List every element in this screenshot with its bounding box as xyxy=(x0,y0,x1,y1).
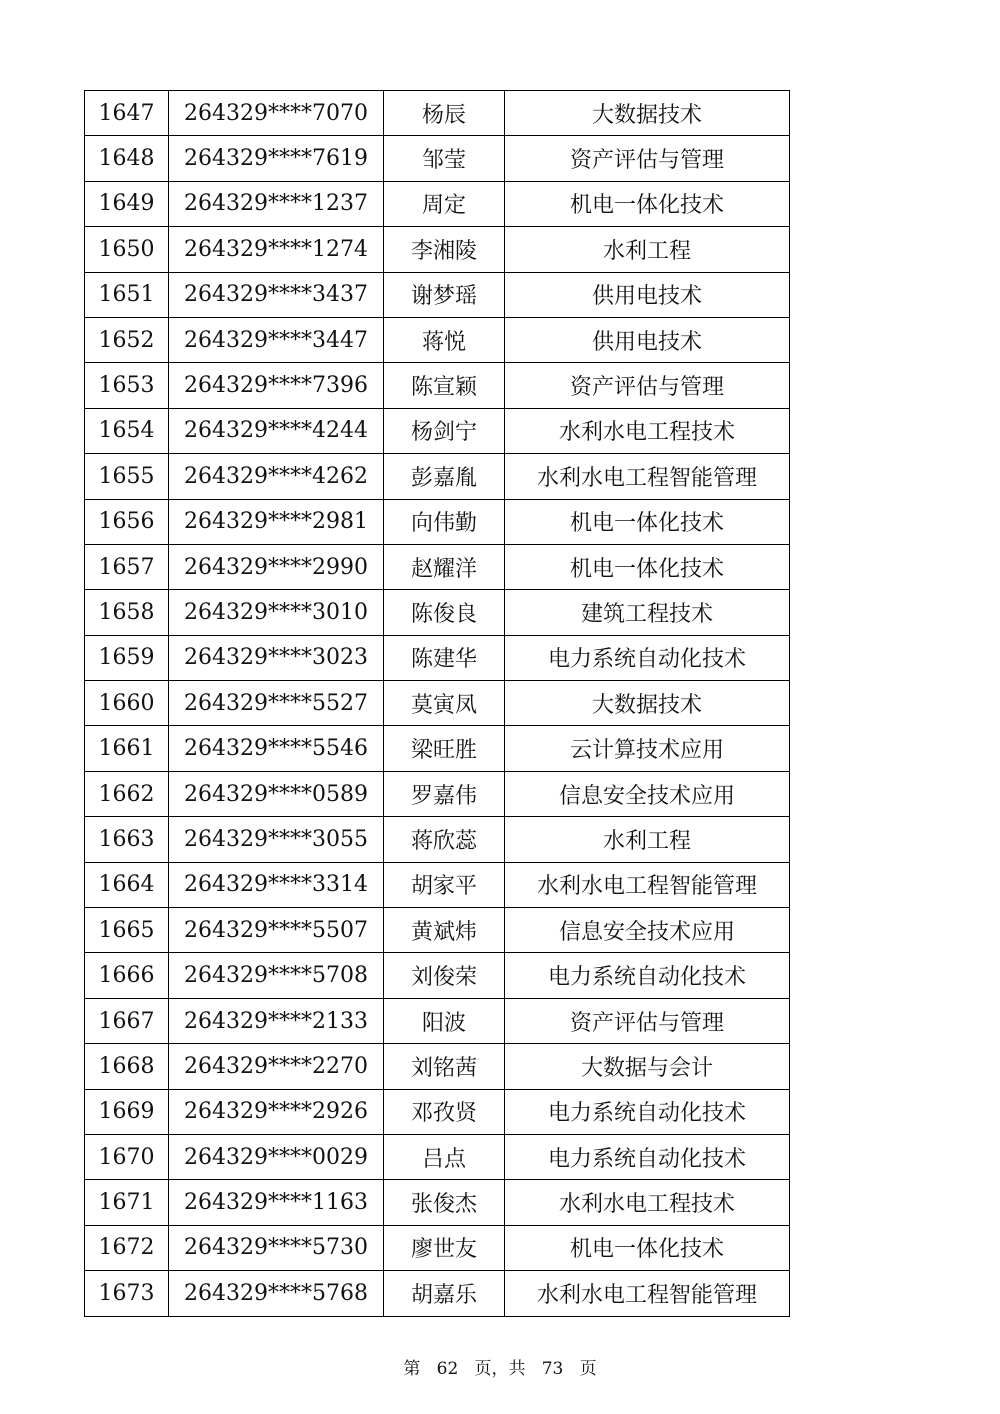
cell-major: 水利水电工程技术 xyxy=(505,408,790,453)
table-row xyxy=(85,1089,790,1134)
cell-name: 梁旺胜 xyxy=(384,726,505,771)
cell-id-number: 264329****2133 xyxy=(169,998,384,1043)
page-footer xyxy=(0,1354,1000,1379)
cell-id-number: 264329****7396 xyxy=(169,363,384,408)
cell-name: 蒋欣蕊 xyxy=(384,817,505,862)
cell-id-number: 264329****2270 xyxy=(169,1044,384,1089)
cell-id-number: 264329****5527 xyxy=(169,681,384,726)
cell-id-number: 264329****3447 xyxy=(169,317,384,362)
table-row xyxy=(85,998,790,1043)
cell-serial-number: 1668 xyxy=(85,1044,169,1089)
cell-name: 邓孜贤 xyxy=(384,1089,505,1134)
roster-table-body xyxy=(85,91,790,1317)
cell-major: 电力系统自动化技术 xyxy=(505,1089,790,1134)
cell-name: 陈宣颖 xyxy=(384,363,505,408)
table-row xyxy=(85,953,790,998)
table-row xyxy=(85,862,790,907)
cell-serial-number: 1665 xyxy=(85,908,169,953)
cell-serial-number: 1649 xyxy=(85,181,169,226)
cell-major: 信息安全技术应用 xyxy=(505,908,790,953)
table-row xyxy=(85,91,790,136)
cell-name: 张俊杰 xyxy=(384,1180,505,1225)
cell-serial-number: 1667 xyxy=(85,998,169,1043)
table-row xyxy=(85,272,790,317)
cell-serial-number: 1669 xyxy=(85,1089,169,1134)
cell-serial-number: 1673 xyxy=(85,1271,169,1316)
cell-id-number: 264329****3314 xyxy=(169,862,384,907)
cell-name: 杨剑宁 xyxy=(384,408,505,453)
cell-serial-number: 1648 xyxy=(85,136,169,181)
cell-id-number: 264329****4244 xyxy=(169,408,384,453)
cell-serial-number: 1655 xyxy=(85,454,169,499)
cell-major: 水利工程 xyxy=(505,227,790,272)
table-row xyxy=(85,363,790,408)
table-row xyxy=(85,1134,790,1179)
footer-total-pages: 73 xyxy=(541,1359,564,1379)
cell-major: 供用电技术 xyxy=(505,317,790,362)
cell-serial-number: 1657 xyxy=(85,544,169,589)
cell-major: 机电一体化技术 xyxy=(505,181,790,226)
cell-id-number: 264329****2926 xyxy=(169,1089,384,1134)
table-row xyxy=(85,817,790,862)
cell-serial-number: 1663 xyxy=(85,817,169,862)
cell-major: 水利水电工程智能管理 xyxy=(505,1271,790,1316)
table-row xyxy=(85,499,790,544)
cell-name: 胡嘉乐 xyxy=(384,1271,505,1316)
cell-major: 水利水电工程智能管理 xyxy=(505,862,790,907)
table-row xyxy=(85,454,790,499)
cell-id-number: 264329****1274 xyxy=(169,227,384,272)
table-row xyxy=(85,1225,790,1270)
cell-id-number: 264329****5507 xyxy=(169,908,384,953)
cell-serial-number: 1656 xyxy=(85,499,169,544)
cell-name: 彭嘉胤 xyxy=(384,454,505,499)
cell-id-number: 264329****5768 xyxy=(169,1271,384,1316)
cell-name: 胡家平 xyxy=(384,862,505,907)
table-row xyxy=(85,1180,790,1225)
cell-id-number: 264329****3010 xyxy=(169,590,384,635)
cell-serial-number: 1666 xyxy=(85,953,169,998)
cell-id-number: 264329****2981 xyxy=(169,499,384,544)
cell-serial-number: 1662 xyxy=(85,771,169,816)
cell-id-number: 264329****4262 xyxy=(169,454,384,499)
roster-table xyxy=(84,90,790,1317)
cell-id-number: 264329****3055 xyxy=(169,817,384,862)
cell-serial-number: 1659 xyxy=(85,635,169,680)
cell-id-number: 264329****5546 xyxy=(169,726,384,771)
cell-serial-number: 1651 xyxy=(85,272,169,317)
cell-name: 刘俊荣 xyxy=(384,953,505,998)
cell-major: 资产评估与管理 xyxy=(505,363,790,408)
cell-major: 电力系统自动化技术 xyxy=(505,953,790,998)
cell-name: 蒋悦 xyxy=(384,317,505,362)
cell-name: 向伟勤 xyxy=(384,499,505,544)
table-row xyxy=(85,408,790,453)
cell-serial-number: 1647 xyxy=(85,91,169,136)
cell-serial-number: 1654 xyxy=(85,408,169,453)
cell-major: 电力系统自动化技术 xyxy=(505,635,790,680)
footer-middle: 页，共 xyxy=(474,1359,526,1379)
cell-name: 阳波 xyxy=(384,998,505,1043)
footer-prefix: 第 xyxy=(403,1359,421,1379)
table-row xyxy=(85,317,790,362)
table-row xyxy=(85,635,790,680)
cell-name: 吕点 xyxy=(384,1134,505,1179)
cell-name: 陈建华 xyxy=(384,635,505,680)
cell-major: 资产评估与管理 xyxy=(505,998,790,1043)
cell-serial-number: 1661 xyxy=(85,726,169,771)
cell-serial-number: 1650 xyxy=(85,227,169,272)
cell-major: 资产评估与管理 xyxy=(505,136,790,181)
cell-major: 供用电技术 xyxy=(505,272,790,317)
cell-id-number: 264329****0589 xyxy=(169,771,384,816)
table-row xyxy=(85,181,790,226)
cell-name: 李湘陵 xyxy=(384,227,505,272)
cell-serial-number: 1660 xyxy=(85,681,169,726)
cell-serial-number: 1670 xyxy=(85,1134,169,1179)
cell-major: 信息安全技术应用 xyxy=(505,771,790,816)
cell-name: 莫寅凤 xyxy=(384,681,505,726)
cell-major: 水利工程 xyxy=(505,817,790,862)
footer-current-page: 62 xyxy=(436,1359,459,1379)
table-row xyxy=(85,681,790,726)
cell-name: 罗嘉伟 xyxy=(384,771,505,816)
cell-major: 大数据技术 xyxy=(505,91,790,136)
cell-serial-number: 1652 xyxy=(85,317,169,362)
table-row xyxy=(85,136,790,181)
cell-id-number: 264329****5730 xyxy=(169,1225,384,1270)
table-row xyxy=(85,1271,790,1316)
cell-major: 机电一体化技术 xyxy=(505,499,790,544)
cell-name: 周定 xyxy=(384,181,505,226)
cell-major: 大数据与会计 xyxy=(505,1044,790,1089)
cell-serial-number: 1653 xyxy=(85,363,169,408)
cell-major: 机电一体化技术 xyxy=(505,544,790,589)
cell-name: 陈俊良 xyxy=(384,590,505,635)
cell-serial-number: 1658 xyxy=(85,590,169,635)
cell-name: 廖世友 xyxy=(384,1225,505,1270)
cell-serial-number: 1671 xyxy=(85,1180,169,1225)
cell-serial-number: 1664 xyxy=(85,862,169,907)
table-row xyxy=(85,771,790,816)
cell-name: 赵耀洋 xyxy=(384,544,505,589)
cell-id-number: 264329****0029 xyxy=(169,1134,384,1179)
cell-id-number: 264329****3437 xyxy=(169,272,384,317)
table-row xyxy=(85,726,790,771)
cell-major: 电力系统自动化技术 xyxy=(505,1134,790,1179)
cell-major: 大数据技术 xyxy=(505,681,790,726)
cell-major: 云计算技术应用 xyxy=(505,726,790,771)
footer-suffix: 页 xyxy=(579,1359,597,1379)
cell-name: 黄斌炜 xyxy=(384,908,505,953)
cell-major: 机电一体化技术 xyxy=(505,1225,790,1270)
cell-id-number: 264329****5708 xyxy=(169,953,384,998)
cell-id-number: 264329****1163 xyxy=(169,1180,384,1225)
cell-major: 建筑工程技术 xyxy=(505,590,790,635)
cell-id-number: 264329****7070 xyxy=(169,91,384,136)
table-row xyxy=(85,590,790,635)
cell-id-number: 264329****7619 xyxy=(169,136,384,181)
cell-name: 谢梦瑶 xyxy=(384,272,505,317)
cell-id-number: 264329****2990 xyxy=(169,544,384,589)
cell-id-number: 264329****3023 xyxy=(169,635,384,680)
cell-name: 邹莹 xyxy=(384,136,505,181)
cell-name: 刘铭茜 xyxy=(384,1044,505,1089)
cell-name: 杨辰 xyxy=(384,91,505,136)
cell-major: 水利水电工程技术 xyxy=(505,1180,790,1225)
cell-major: 水利水电工程智能管理 xyxy=(505,454,790,499)
table-row xyxy=(85,1044,790,1089)
table-row xyxy=(85,908,790,953)
cell-serial-number: 1672 xyxy=(85,1225,169,1270)
table-row xyxy=(85,544,790,589)
table-row xyxy=(85,227,790,272)
cell-id-number: 264329****1237 xyxy=(169,181,384,226)
